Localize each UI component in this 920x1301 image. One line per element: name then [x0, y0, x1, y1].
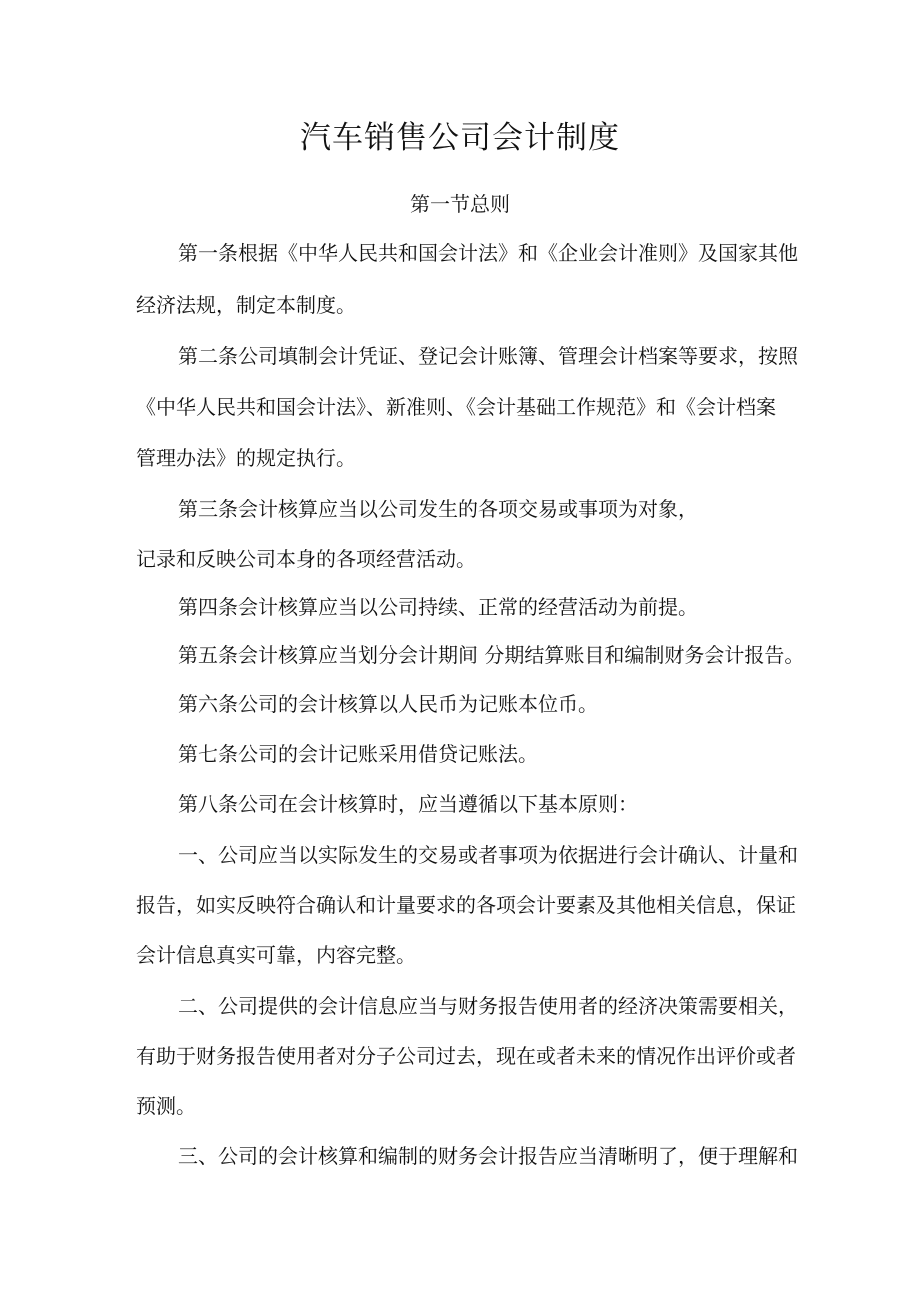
text-line: 一、公司应当以实际发生的交易或者事项为依据进行会计确认、计量和 [178, 843, 798, 867]
text-line: 第四条会计核算应当以公司持续、正常的经营活动为前提。 [178, 595, 698, 619]
text-line: 有助于财务报告使用者对分子公司过去，现在或者未来的情况作出评价或者 [136, 1044, 796, 1068]
text-line: 第一条根据《中华人民共和国会计法》和《企业会计准则》及国家其他 [178, 241, 798, 265]
text-line: 记录和反映公司本身的各项经营活动。 [136, 547, 476, 571]
text-line: 第六条公司的会计核算以人民币为记账本位币。 [178, 692, 598, 716]
document-title: 汽车销售公司会计制度 [300, 120, 620, 156]
text-line: 第八条公司在会计核算时，应当遵循以下基本原则： [178, 792, 638, 816]
text-line: 二、公司提供的会计信息应当与财务报告使用者的经济决策需要相关， [178, 994, 798, 1018]
text-line: 经济法规，制定本制度。 [136, 293, 356, 317]
text-line: 第二条公司填制会计凭证、登记会计账簿、管理会计档案等要求，按照 [178, 344, 798, 368]
text-line: 第七条公司的会计记账采用借贷记账法。 [178, 742, 538, 766]
section-title: 第一节总则 [410, 192, 510, 216]
text-line: 会计信息真实可靠，内容完整。 [136, 943, 416, 967]
text-line: 报告，如实反映符合确认和计量要求的各项会计要素及其他相关信息，保证 [136, 893, 796, 917]
text-line: 三、公司的会计核算和编制的财务会计报告应当清晰明了，便于理解和 [178, 1144, 798, 1168]
text-line: 预测。 [136, 1094, 196, 1118]
text-line: 第三条会计核算应当以公司发生的各项交易或事项为对象， [178, 497, 698, 521]
text-line: 管理办法》的规定执行。 [136, 446, 356, 470]
text-line: 第五条会计核算应当划分会计期间 分期结算账目和编制财务会计报告。 [178, 643, 805, 667]
text-line: 《中华人民共和国会计法》、新准则、《会计基础工作规范》和《会计档案 [136, 395, 776, 419]
